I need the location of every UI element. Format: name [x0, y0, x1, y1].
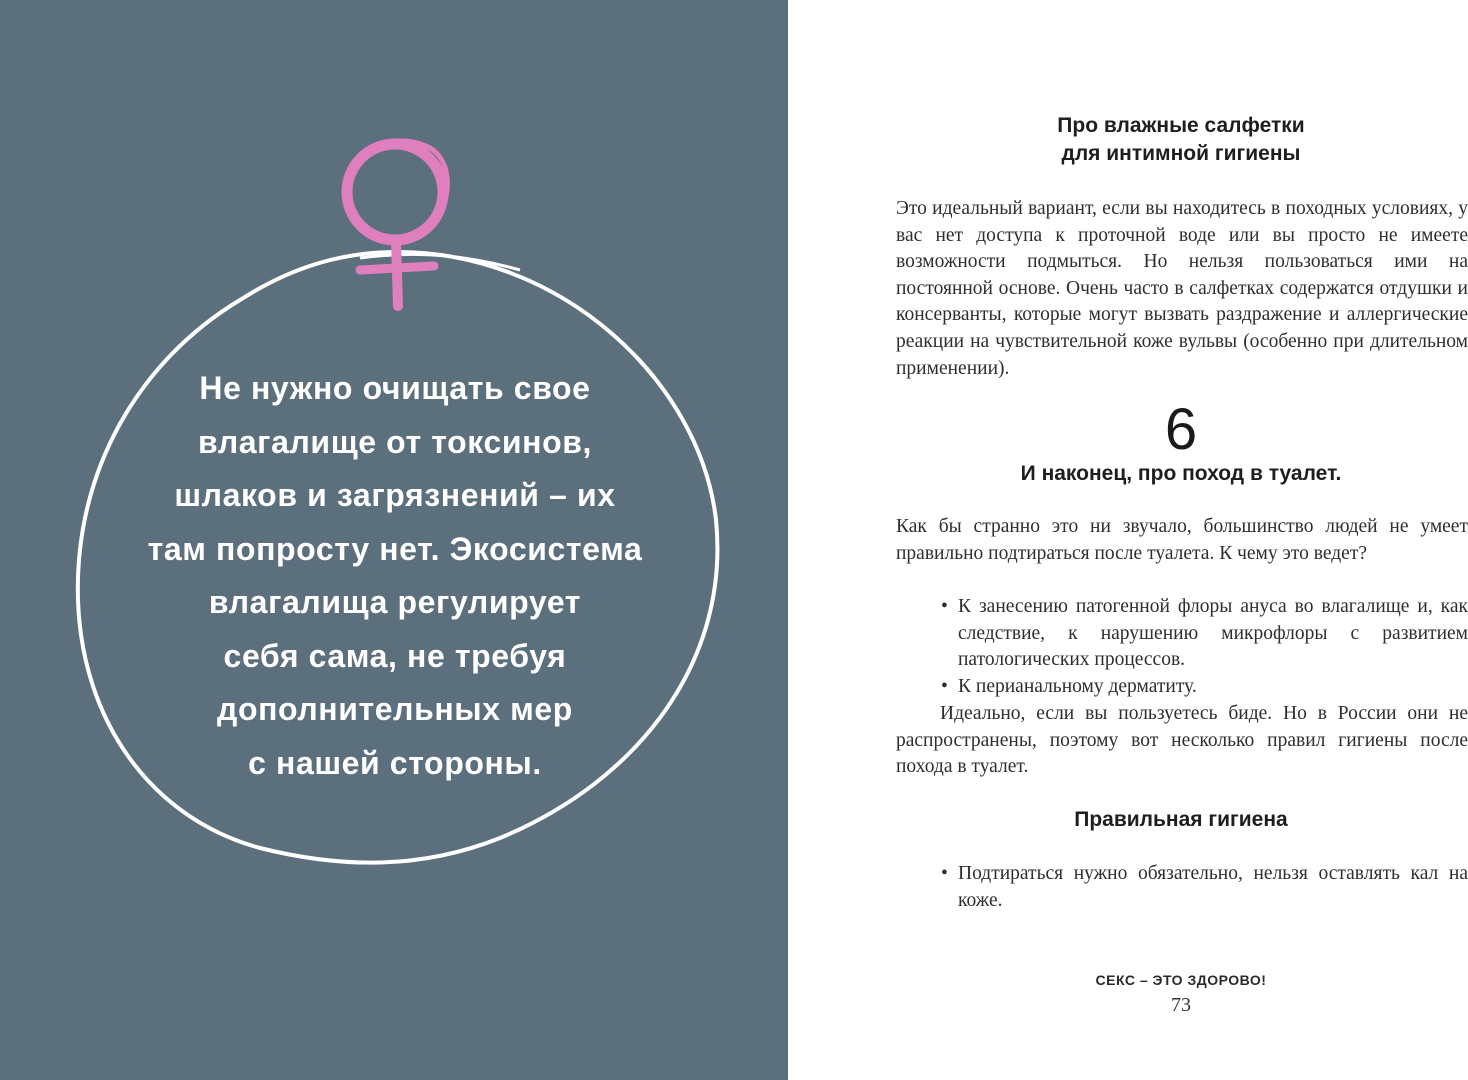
quote-line: влагалище от токсинов,: [198, 423, 592, 460]
paragraph-wipes: Это идеальный вариант, если вы находитесь в походных условиях, у вас нет доступа к проточной воде или вы просто не имеете возможности подмыться. Но нельзя пользоваться ими на постоянной основе. Очень часто в салфетках содержатся отдушки и консерванты, которые могут вызвать раздражение и аллергические реакции на чувствительной коже вульвы (особенно при длительном применении).: [896, 198, 1468, 379]
list-item: [896, 674, 1468, 701]
quote-line: Не нужно очищать свое: [199, 370, 591, 406]
quote-line: влагалища регулирует: [208, 584, 582, 620]
section-heading-toilet: И наконец, про поход в туалет.: [1020, 462, 1342, 485]
female-symbol-ring-stroke: [352, 141, 447, 214]
list-item-text: К занесению патогенной флоры ануса во влагалище и, как следствие, к нарушению микрофлоры с развитием патологических процессов.: [958, 596, 1468, 671]
female-symbol-icon: [347, 141, 447, 306]
bullet-icon: •: [941, 675, 948, 697]
list-item: [896, 861, 1468, 914]
running-footer-title: СЕКС – ЭТО ЗДОРОВО!: [1095, 972, 1267, 988]
heading-line: Про влажные салфетки: [1057, 114, 1305, 137]
list-item: [896, 594, 1468, 674]
female-symbol-stem: [396, 240, 398, 306]
quote-line: дополнительных мер: [217, 691, 573, 727]
quote-line: шлаков и загрязнений – их: [174, 477, 616, 513]
bullet-list-consequences: [896, 594, 1468, 700]
paragraph-bidet: Идеально, если вы пользуетесь биде. Но в России они не распространены, поэтому вот несколько правил гигиены после похода в туалет.: [896, 703, 1468, 778]
bullet-icon: •: [941, 863, 948, 884]
heading-line: для интимной гигиены: [1061, 142, 1301, 165]
bullet-list-hygiene: [896, 861, 1468, 914]
pull-quote: [110, 362, 680, 790]
female-symbol-bar: [360, 266, 434, 270]
quote-line: там попросту нет. Экосистема: [147, 530, 643, 567]
list-item-text: Подтираться нужно обязательно, нельзя оставлять кал на коже.: [958, 863, 1468, 911]
bullet-icon: •: [941, 596, 948, 617]
section-number: 6: [1164, 397, 1198, 462]
paragraph-toilet-intro: Как бы странно это ни звучало, большинство людей не умеет правильно подтираться после туалета. К чему это ведет?: [896, 516, 1468, 564]
right-page: [788, 0, 1468, 1080]
list-item-text: К перианальному дерматиту.: [958, 675, 1197, 697]
section-heading-wipes: [896, 112, 1466, 168]
page-number: 73: [1171, 994, 1191, 1016]
quote-line: себя сама, не требуя: [223, 637, 567, 674]
section-heading-hygiene: Правильная гигиена: [1074, 808, 1288, 831]
quote-line: с нашей стороны.: [248, 744, 542, 781]
